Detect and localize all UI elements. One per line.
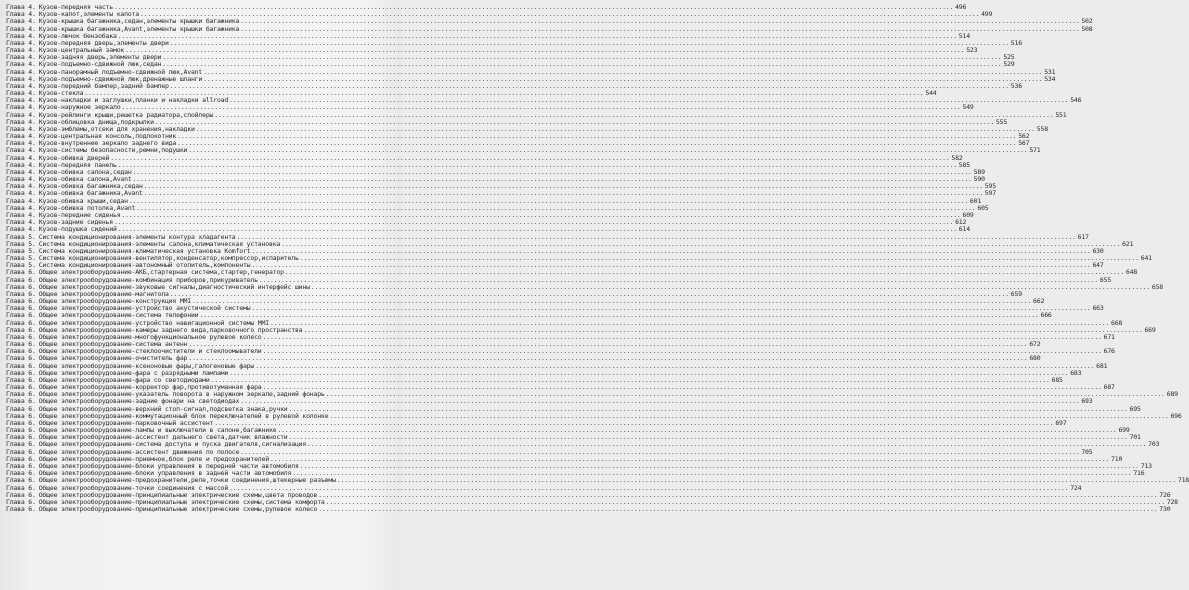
toc-page-number: 534 [1044, 74, 1056, 83]
toc-entry-title: Кузов-передний бампер,задний бампер [38, 81, 169, 90]
toc-entry-title: Кузов-лючок бензобака [38, 31, 117, 40]
toc-page-number: 558 [1036, 124, 1048, 133]
toc-page-number: 672 [1029, 340, 1041, 349]
toc-chapter-label: Глава 4. [6, 117, 36, 126]
toc-chapter-label: Глава 4. [6, 167, 36, 176]
toc-chapter-label: Глава 6. [6, 325, 36, 334]
toc-page-number: 730 [1159, 505, 1171, 514]
toc-page-number: 590 [973, 175, 985, 184]
toc-entry-title: Общее электрооборудование-фара с разрядными лампами [38, 368, 229, 377]
toc-chapter-label: Глава 5. [6, 232, 36, 241]
toc-page-number: 614 [958, 225, 970, 234]
toc-entry-title: Общее электрооборудование-предохранители,реле,точки соединения,штекерные разъемы [38, 476, 336, 485]
toc-page-number: 502 [1081, 17, 1093, 26]
toc-page-number: 655 [1099, 275, 1112, 284]
toc-entry-title: Кузов-центральная консоль,подлокотник [38, 132, 177, 141]
toc-chapter-label: Глава 6. [6, 297, 36, 306]
toc-page-number: 728 [1166, 497, 1178, 506]
toc-page-number: 685 [1051, 375, 1063, 384]
toc-chapter-label: Глава 6. [6, 289, 36, 298]
toc-entry-title: Общее электрооборудование-принципиальные электрические схемы,система комфорта [38, 497, 325, 506]
toc-entry-title: Общее электрооборудование-коммутационный блок переключателей в рулевой колонке [38, 411, 329, 420]
toc-chapter-label: Глава 4. [6, 153, 36, 162]
toc-page-number: 710 [1111, 454, 1123, 463]
toc-chapter-label: Глава 6. [6, 454, 36, 463]
toc-entry [6, 505, 1171, 514]
toc-page-number: 595 [984, 182, 996, 191]
toc-chapter-label: Глава 6. [6, 340, 36, 349]
toc-chapter-label: Глава 6. [6, 462, 36, 470]
toc-chapter-label: Глава 6. [6, 347, 36, 356]
toc-chapter-label: Глава 4. [6, 225, 36, 234]
toc-chapter-label: Глава 6. [6, 332, 36, 341]
toc-page-number: 668 [1111, 318, 1123, 327]
toc-chapter-label: Глава 4. [6, 210, 36, 219]
toc-entry-title: Общее электрооборудование-АКБ,стартерная система,стартер,генератор [38, 268, 284, 277]
toc-chapter-label: Глава 4. [6, 81, 36, 90]
toc-entry-title: Общее электрооборудование-указатель поворота в наружном зеркале,задний фонарь [38, 390, 325, 399]
toc-chapter-label: Глава 4. [6, 124, 36, 133]
toc-page-number: 648 [1125, 268, 1138, 277]
toc-entry-title: Кузов-обивка потолка,Avant [38, 203, 136, 212]
toc-page-number: 697 [1055, 418, 1067, 427]
toc-entry-title: Система кондиционирования-автономный отопитель,компоненты [38, 261, 251, 270]
toc-entry-title: Общее электрооборудование-устройство навигационной системы MMI [38, 318, 269, 327]
toc-chapter-label: Глава 6. [6, 375, 36, 384]
toc-chapter-label: Глава 6. [6, 469, 36, 478]
toc-chapter-label: Глава 6. [6, 476, 36, 485]
toc-chapter-label: Глава 6. [6, 354, 36, 363]
toc-page-number: 529 [1003, 60, 1015, 69]
toc-page-number: 687 [1103, 383, 1115, 392]
toc-entry-title: Общее электрооборудование-очиститель фар [38, 354, 188, 363]
toc-entry-title: Кузов-обивка салона,седан [38, 167, 132, 176]
toc-chapter-label: Глава 4. [6, 196, 36, 205]
toc-page-number: 713 [1140, 462, 1152, 470]
toc-page-number: 601 [969, 196, 982, 205]
toc-entry-title: Система кондиционирования-климатическая установка Komfort [38, 246, 251, 255]
toc-chapter-label: Глава 4. [6, 67, 36, 76]
toc-page-number: 666 [1040, 311, 1052, 320]
toc-page-number: 536 [1010, 81, 1022, 90]
toc-entry-title: Система кондиционирования-элементы контура хладагента [38, 232, 236, 241]
toc-entry-title: Кузов-передние сиденья [38, 210, 121, 219]
toc-entry-title: Кузов-передняя панель [38, 160, 117, 169]
toc-page-number: 658 [1151, 282, 1164, 291]
toc-page-number: 525 [1003, 53, 1015, 62]
toc-page-number: 499 [981, 10, 993, 19]
toc-entry-title: Общее электрооборудование-фара со светодиодами [38, 375, 210, 384]
toc-entry-title: Кузов-подъемно-сдвижной люк,дренажные шланги [38, 74, 203, 83]
toc-chapter-label: Глава 6. [6, 433, 36, 442]
toc-chapter-label: Глава 4. [6, 175, 36, 184]
toc-page-number: 567 [1018, 139, 1030, 148]
toc-entry-title: Система кондиционирования-элементы салона,климатическая установка [38, 239, 281, 248]
toc-entry-title: Кузов-накладки и заглушки,планки и накладки allroad [38, 96, 229, 105]
toc-entry-title: Кузов-системы безопасности,ремни,подушки [38, 146, 188, 155]
toc-page-number: 544 [925, 89, 937, 98]
toc-chapter-label: Глава 4. [6, 46, 36, 55]
toc-page-number: 681 [1096, 361, 1108, 370]
toc-chapter-label: Глава 4. [6, 60, 36, 69]
toc-page-number: 683 [1070, 368, 1082, 377]
toc-chapter-label: Глава 4. [6, 189, 36, 198]
toc-page-number: 597 [984, 189, 996, 198]
toc-chapter-label: Глава 6. [6, 390, 36, 399]
toc-entry-title: Общее электрооборудование-стеклоочистители и стеклоомыватели [38, 347, 262, 356]
toc-entry-title: Кузов-передняя дверь,элементы двери [38, 38, 169, 47]
toc-page-number: 514 [958, 31, 970, 40]
toc-chapter-label: Глава 4. [6, 3, 36, 11]
toc-entry-title: Общее электрооборудование-магнитола [38, 289, 169, 298]
toc-entry-title: Общее электрооборудование-система доступа и пуска двигателя,сигнализация [38, 440, 307, 449]
toc-page-number: 724 [1070, 483, 1082, 492]
toc-chapter-label: Глава 4. [6, 10, 36, 19]
toc-chapter-label: Глава 6. [6, 426, 36, 435]
toc-dot-leader [318, 506, 1157, 513]
toc-page-number: 617 [1077, 232, 1089, 241]
toc-page-number: 701 [1129, 433, 1141, 442]
toc-page-number: 716 [1133, 469, 1145, 478]
toc-chapter-label: Глава 6. [6, 361, 36, 370]
toc-page-number: 705 [1081, 447, 1093, 456]
toc-page-number: 696 [1170, 411, 1182, 420]
toc-page-number: 647 [1092, 261, 1104, 270]
toc-chapter-label: Глава 4. [6, 96, 36, 105]
toc-page-number: 605 [977, 203, 989, 212]
toc-chapter-label: Глава 5. [6, 261, 36, 270]
toc-chapter-label: Глава 4. [6, 89, 36, 98]
toc-page-number: 676 [1103, 347, 1115, 356]
toc-entry-title: Общее электрооборудование-верхний стоп-сигнал,подсветка знака,ручки [38, 404, 288, 413]
toc-entry-title: Общее электрооборудование-блоки управления в передней части автомобиля [38, 462, 299, 470]
toc-page-number: 551 [1055, 110, 1067, 119]
toc-chapter-label: Глава 6. [6, 397, 36, 406]
toc-page-number: 531 [1044, 67, 1056, 76]
toc-entry-title: Общее электрооборудование-камеры заднего вида,парковочного пространства [38, 325, 303, 334]
toc-entry-title: Кузов-наружное зеркало [38, 103, 121, 112]
toc-entry-title: Общее электрооборудование-парковочный ассистент [38, 418, 214, 427]
toc-entry-title: Общее электрооборудование-ассистент движения по полосе [38, 447, 240, 456]
toc-page-number: 549 [962, 103, 974, 112]
toc-entry-title: Кузов-внутреннее зеркало заднего вида [38, 139, 177, 148]
toc-entry-title: Кузов-обивка багажника,седан [38, 182, 143, 191]
toc-entry-title: Общее электрооборудование-звуковые сигналы,диагностический интерфейс шины [38, 282, 310, 291]
toc-chapter-label: Глава 6. [6, 490, 36, 499]
toc-entry-title: Кузов-эмблемы,отсеки для хранения,накладки [38, 124, 195, 133]
toc-page-number: 695 [1129, 404, 1141, 413]
toc-page-number: 659 [1010, 289, 1022, 298]
toc-entry-title: Общее электрооборудование-система телефонии [38, 311, 199, 320]
toc-entry-title: Система кондиционирования-вентилятор,конденсатор,компрессор,испаритель [38, 254, 299, 263]
toc-entry-title: Кузов-подушка сидений [38, 225, 117, 234]
toc-chapter-label: Глава 4. [6, 160, 36, 169]
toc-page-number: 585 [958, 160, 970, 169]
toc-page-number: 703 [1148, 440, 1160, 449]
toc-chapter-label: Глава 5. [6, 254, 36, 263]
toc-entry-title: Общее электрооборудование-многофункциональное рулевое колесо [38, 332, 262, 341]
toc-entry-title: Общее электрооборудование-блоки управления в задней части автомобиля [38, 469, 292, 478]
toc-entry-title: Общее электрооборудование-лампы и выключатели в салоне,багажнике [38, 426, 277, 435]
toc-chapter-label: Глава 4. [6, 24, 36, 33]
toc-page-number: 562 [1018, 132, 1030, 141]
toc-chapter-label: Глава 6. [6, 505, 36, 514]
toc-entry-title: Общее электрооборудование-принципиальные электрические схемы,рулевое колесо [38, 505, 318, 514]
toc-page-number: 609 [962, 210, 974, 219]
toc-page-number: 689 [1166, 390, 1178, 399]
toc-page-number: 582 [951, 153, 963, 162]
toc-chapter-label: Глава 4. [6, 31, 36, 40]
toc-chapter-label: Глава 6. [6, 282, 36, 291]
toc-entry-title: Кузов-задняя дверь,элементы двери [38, 53, 162, 62]
toc-entry-title: Кузов-стекла [38, 89, 84, 98]
toc-entry-title: Общее электрооборудование-ксеноновые фары,галогеновые фары [38, 361, 255, 370]
toc-entry-title: Кузов-обивка багажника,Avant [38, 189, 143, 198]
toc-chapter-label: Глава 6. [6, 411, 36, 420]
toc-entry-title: Кузов-передняя часть [38, 3, 113, 11]
toc-entry-title: Кузов-подъемно-сдвижной люк,седан [38, 60, 162, 69]
toc-page-number: 508 [1081, 24, 1093, 33]
toc-page-number: 693 [1081, 397, 1093, 406]
toc-chapter-label: Глава 6. [6, 311, 36, 320]
toc-page-number: 663 [1092, 304, 1104, 313]
toc-page-number: 571 [1029, 146, 1041, 155]
toc-chapter-label: Глава 4. [6, 203, 36, 212]
toc-chapter-label: Глава 4. [6, 110, 36, 119]
toc-chapter-label: Глава 6. [6, 368, 36, 377]
toc-entry-title: Кузов-обивка крыши,седан [38, 196, 128, 205]
toc-chapter-label: Глава 6. [6, 383, 36, 392]
toc-page-number: 669 [1144, 325, 1156, 334]
toc-page-number: 546 [1070, 96, 1082, 105]
toc-chapter-label: Глава 6. [6, 447, 36, 456]
toc-page-number: 612 [955, 218, 967, 227]
toc-entry-title: Общее электрооборудование-комбинация приборов,прикуриватель [38, 275, 258, 284]
toc-chapter-label: Глава 4. [6, 218, 36, 227]
toc-page-number: 680 [1029, 354, 1041, 363]
toc-chapter-label: Глава 6. [6, 404, 36, 413]
toc-chapter-label: Глава 4. [6, 132, 36, 141]
toc-entry-title: Кузов-обивка салона,Avant [38, 175, 132, 184]
toc-page-number: 699 [1118, 426, 1130, 435]
toc-entry-title: Кузов-обивка дверей [38, 153, 110, 162]
toc-chapter-label: Глава 6. [6, 418, 36, 427]
toc-page-number: 726 [1159, 490, 1171, 499]
toc-page-number: 641 [1140, 254, 1152, 263]
toc-entry-title: Кузов-панорамный подъемно-сдвижной люк,Avant [38, 67, 203, 76]
toc-entry-title: Общее электрооборудование-система антенн [38, 340, 188, 349]
toc-chapter-label: Глава 6. [6, 318, 36, 327]
toc-entry-title: Кузов-задние сиденья [38, 218, 113, 227]
toc-chapter-label: Глава 4. [6, 74, 36, 83]
toc-chapter-label: Глава 6. [6, 304, 36, 313]
toc-chapter-label: Глава 4. [6, 182, 36, 191]
toc-chapter-label: Глава 4. [6, 53, 36, 62]
toc-page-number: 662 [1033, 297, 1045, 306]
toc-page-number: 516 [1010, 38, 1022, 47]
toc-entry-title: Кузов-крышка багажника,седан,элементы крышки багажника [38, 17, 240, 26]
toc-page-number: 671 [1103, 332, 1115, 341]
toc-page-number: 523 [966, 46, 978, 55]
toc-chapter-label: Глава 5. [6, 246, 36, 255]
toc-page-number: 589 [973, 167, 985, 176]
toc-chapter-label: Глава 6. [6, 268, 36, 277]
toc-page-number: 718 [1177, 476, 1189, 485]
toc-chapter-label: Глава 4. [6, 103, 36, 112]
toc-chapter-label: Глава 4. [6, 146, 36, 155]
toc-entry-title: Кузов-рейлинги крыши,решетка радиатора,спойлеры [38, 110, 214, 119]
table-of-contents [6, 3, 1189, 514]
toc-entry-title: Общее электрооборудование-конструкция MMI [38, 297, 191, 306]
toc-entry-title: Общее электрооборудование-корректор фар,противотуманная фара [38, 383, 262, 392]
toc-entry-title: Общее электрооборудование-приемное,блок реле и предохранителей [38, 454, 269, 463]
toc-chapter-label: Глава 4. [6, 38, 36, 47]
toc-chapter-label: Глава 6. [6, 497, 36, 506]
toc-entry-title: Общее электрооборудование-ассистент дальнего света,датчик влажности [38, 433, 288, 442]
toc-entry-title: Кузов-крышка багажника,Avant,элементы крышки багажника [38, 24, 240, 33]
toc-chapter-label: Глава 5. [6, 239, 36, 248]
toc-chapter-label: Глава 4. [6, 139, 36, 148]
toc-entry-title: Общее электрооборудование-устройство акустической системы [38, 304, 251, 313]
toc-entry-title: Общее электрооборудование-принципиальные электрические схемы,цвета проводов [38, 490, 318, 499]
toc-entry-title: Кузов-центральный замок [38, 46, 125, 55]
toc-entry-title: Кузов-облицовка днища,подкрылки [38, 117, 154, 126]
toc-page-number: 496 [955, 3, 967, 11]
toc-entry-title: Кузов-капот,элементы капота [38, 10, 139, 19]
toc-entry-title: Общее электрооборудование-задние фонари на светодиодах [38, 397, 240, 406]
toc-page-number: 630 [1092, 246, 1104, 255]
toc-page-number: 555 [995, 117, 1008, 126]
toc-chapter-label: Глава 6. [6, 483, 36, 492]
toc-page-number: 621 [1122, 239, 1134, 248]
toc-chapter-label: Глава 4. [6, 17, 36, 26]
toc-chapter-label: Глава 6. [6, 440, 36, 449]
toc-entry-title: Общее электрооборудование-точки соединения с массой [38, 483, 229, 492]
toc-chapter-label: Глава 6. [6, 275, 36, 284]
